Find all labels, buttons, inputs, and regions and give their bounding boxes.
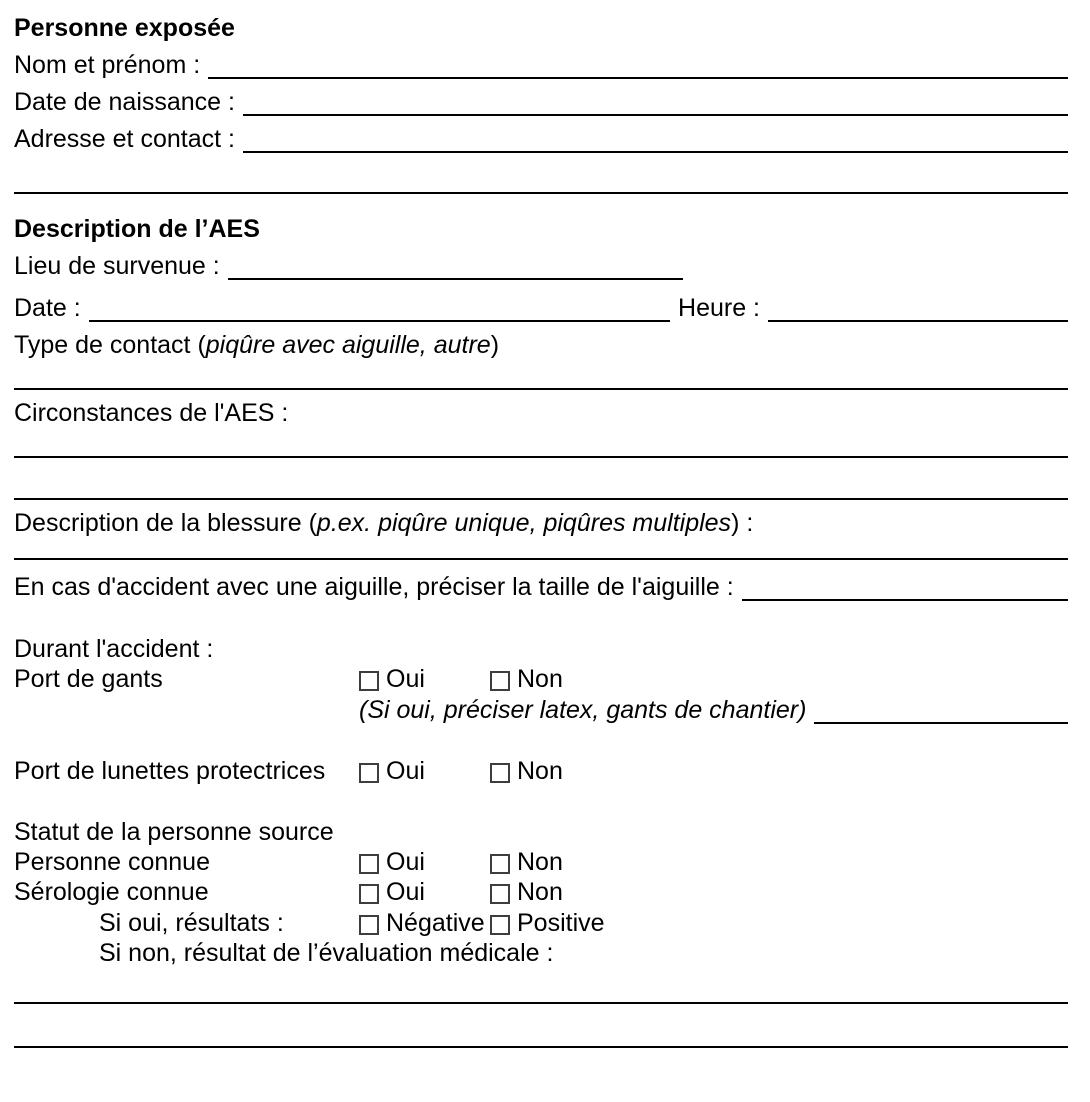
field-row-si-oui-resultats [14, 906, 1068, 937]
serologie-connue-option-non [490, 878, 621, 906]
gants-precision-note: (Si oui, préciser latex, gants de chantier) [359, 696, 807, 724]
type-contact-label-close: ) [490, 331, 500, 359]
port-gants-option-non [490, 665, 621, 693]
si-oui-resultats-label: Si oui, résultats : [99, 909, 284, 937]
resultat-option-positive [490, 909, 621, 937]
personne-connue-non-label: Non [517, 848, 563, 876]
circonstances-answer-row-1 [14, 427, 1068, 458]
adresse-contact-line-2[interactable] [14, 190, 1068, 194]
port-lunettes-label: Port de lunettes protectrices [14, 757, 326, 785]
serologie-connue-label: Sérologie connue [14, 878, 209, 906]
gants-precision-row [14, 693, 1068, 724]
circonstances-label: Circonstances de l'AES : [14, 399, 289, 427]
nom-prenom-line[interactable] [208, 75, 1068, 79]
evaluation-line-2[interactable] [14, 1044, 1068, 1048]
port-lunettes-option-non [490, 757, 621, 785]
field-row-lieu-survenue [14, 243, 1068, 280]
field-row-adresse-contact [14, 116, 1068, 153]
type-contact-label: Type de contact ( [14, 331, 206, 359]
section-durant-accident-header [14, 626, 1068, 663]
personne-connue-oui-label: Oui [386, 848, 425, 876]
section-description-aes-header [14, 206, 1068, 243]
date-label: Date : [14, 294, 81, 322]
description-blessure-hint: p.ex. piqûre unique, piqûres multiples [316, 509, 732, 537]
heure-label: Heure : [678, 294, 760, 322]
circonstances-answer-row-2 [14, 458, 1068, 500]
personne-connue-label: Personne connue [14, 848, 210, 876]
port-gants-oui-checkbox[interactable] [359, 671, 379, 691]
lieu-survenue-line[interactable] [228, 276, 683, 280]
resultat-negative-checkbox[interactable] [359, 915, 379, 935]
date-naissance-line[interactable] [243, 112, 1068, 116]
type-contact-answer-row [14, 359, 1068, 390]
port-lunettes-non-label: Non [517, 757, 563, 785]
resultat-negative-label: Négative [386, 909, 485, 937]
field-row-date-heure [14, 280, 1068, 322]
resultat-positive-checkbox[interactable] [490, 915, 510, 935]
resultat-option-negative [359, 909, 490, 937]
field-row-description-blessure [14, 500, 1068, 537]
field-row-port-lunettes [14, 755, 1068, 785]
section-title-durant-accident: Durant l'accident : [14, 635, 214, 663]
field-row-port-de-gants [14, 663, 1068, 693]
evaluation-line-1[interactable] [14, 1000, 1068, 1004]
adresse-contact-line[interactable] [243, 149, 1068, 153]
date-naissance-label: Date de naissance : [14, 88, 235, 116]
personne-connue-option-non [490, 848, 621, 876]
section-statut-source-header [14, 816, 1068, 846]
taille-aiguille-line[interactable] [742, 597, 1068, 601]
field-row-taille-aiguille [14, 560, 1068, 601]
type-contact-hint: piqûre avec aiguille, autre [205, 331, 491, 359]
serologie-connue-option-oui [359, 878, 490, 906]
description-blessure-answer-row [14, 537, 1068, 560]
field-row-adresse-contact-continuation [14, 153, 1068, 194]
field-row-type-contact [14, 322, 1068, 359]
field-row-personne-connue [14, 846, 1068, 876]
evaluation-answer-row-2 [14, 1004, 1068, 1048]
port-lunettes-oui-checkbox[interactable] [359, 763, 379, 783]
section-title-statut-source: Statut de la personne source [14, 818, 334, 846]
date-line[interactable] [89, 318, 670, 322]
lieu-survenue-label: Lieu de survenue : [14, 252, 220, 280]
field-row-serologie-connue [14, 876, 1068, 906]
nom-prenom-label: Nom et prénom : [14, 51, 201, 79]
si-non-evaluation-label: Si non, résultat de l’évaluation médicale : [99, 939, 554, 967]
serologie-connue-oui-checkbox[interactable] [359, 884, 379, 904]
serologie-connue-non-label: Non [517, 878, 563, 906]
section-title-personne-exposee: Personne exposée [14, 14, 235, 42]
port-lunettes-non-checkbox[interactable] [490, 763, 510, 783]
port-gants-non-checkbox[interactable] [490, 671, 510, 691]
description-blessure-label: Description de la blessure ( [14, 509, 317, 537]
personne-connue-oui-checkbox[interactable] [359, 854, 379, 874]
gants-precision-line[interactable] [814, 720, 1068, 724]
port-gants-option-oui [359, 665, 490, 693]
field-row-date-naissance [14, 79, 1068, 116]
heure-line[interactable] [768, 318, 1068, 322]
port-gants-label: Port de gants [14, 665, 163, 693]
port-lunettes-oui-label: Oui [386, 757, 425, 785]
field-row-circonstances [14, 390, 1068, 427]
description-blessure-label-close: ) : [731, 509, 754, 537]
adresse-contact-label: Adresse et contact : [14, 125, 235, 153]
serologie-connue-oui-label: Oui [386, 878, 425, 906]
evaluation-answer-row-1 [14, 967, 1068, 1004]
section-personne-exposee-header [14, 6, 1068, 42]
circonstances-line-2[interactable] [14, 496, 1068, 500]
type-contact-line[interactable] [14, 386, 1068, 390]
personne-connue-option-oui [359, 848, 490, 876]
field-row-si-non-evaluation [14, 937, 1068, 967]
serologie-connue-non-checkbox[interactable] [490, 884, 510, 904]
description-blessure-line[interactable] [14, 556, 1068, 560]
port-lunettes-option-oui [359, 757, 490, 785]
personne-connue-non-checkbox[interactable] [490, 854, 510, 874]
port-gants-non-label: Non [517, 665, 563, 693]
taille-aiguille-label: En cas d'accident avec une aiguille, préciser la taille de l'aiguille : [14, 573, 734, 601]
port-gants-oui-label: Oui [386, 665, 425, 693]
section-title-description-aes: Description de l’AES [14, 215, 260, 243]
field-row-nom-prenom [14, 42, 1068, 79]
circonstances-line-1[interactable] [14, 454, 1068, 458]
resultat-positive-label: Positive [517, 909, 605, 937]
